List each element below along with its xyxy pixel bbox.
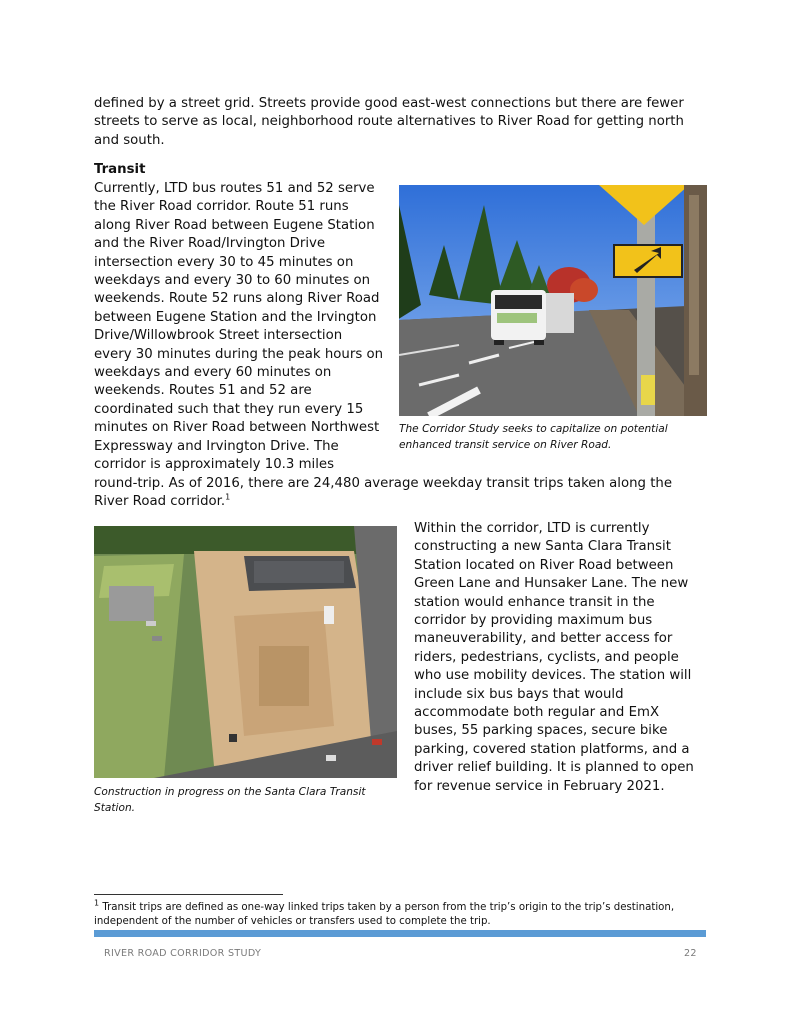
transit-line: the River Road corridor. Route 51 runs: [94, 199, 349, 215]
station-line: Station located on River Road between: [414, 557, 674, 573]
station-line: Within the corridor, LTD is currently: [414, 521, 650, 536]
construction-photo-caption: [94, 784, 404, 816]
page-number: 22: [684, 948, 697, 959]
construction-caption-line-1: Construction in progress on the Santa Clara Transit: [94, 786, 366, 798]
station-line: for revenue service in February 2021.: [414, 778, 665, 794]
station-paragraph: [414, 520, 714, 796]
bus-photo: [399, 185, 707, 416]
transit-tail-line-1: round-trip. As of 2016, there are 24,480 average weekday transit trips taken along the: [94, 476, 673, 491]
footnote-reference[interactable]: 1: [225, 492, 231, 502]
station-line: station would enhance transit in the: [414, 594, 655, 610]
transit-line: between Eugene Station and the Irvington: [94, 309, 377, 325]
bus-photo-caption: [399, 421, 719, 453]
construction-caption-line-2: Station.: [94, 802, 136, 814]
station-line: parking, covered station platforms, and a: [414, 741, 690, 757]
bus-photo-image: [399, 185, 707, 416]
transit-line: Currently, LTD bus routes 51 and 52 serve: [94, 181, 375, 196]
station-line: driver relief building. It is planned to open: [414, 760, 694, 776]
transit-line: and the River Road/Irvington Drive: [94, 236, 326, 252]
bus-caption-line-1: The Corridor Study seeks to capitalize on potential: [399, 423, 668, 435]
footnote: [94, 898, 704, 929]
construction-photo-image: [94, 526, 397, 778]
station-line: maneuverability, and better access for: [414, 631, 673, 647]
transit-line: Expressway and Irvington Drive. The: [94, 438, 339, 454]
transit-line: Drive/Willowbrook Street intersection: [94, 328, 343, 344]
footnote-text: Transit trips are defined as one-way linked trips taken by a person from the trip’s origin to the trip’s destination, independent of the number of vehicles or transfers used to complete the trip.: [94, 902, 675, 927]
station-line: accommodate both regular and EmX: [414, 705, 660, 721]
transit-line: minutes on River Road between Northwest: [94, 420, 380, 436]
intro-paragraph: [94, 95, 704, 150]
intro-text: defined by a street grid. Streets provide good east-west connections but there are fewer streets to serve as local, neighborhood route alternatives to River Road for getting north and south.: [94, 96, 684, 148]
footnote-separator: [94, 894, 283, 895]
transit-paragraph: [94, 180, 394, 475]
station-line: who use mobility devices. The station will: [414, 668, 692, 684]
transit-line: coordinated such that they run every 15: [94, 401, 364, 417]
station-line: Green Lane and Hunsaker Lane. The new: [414, 576, 689, 592]
construction-photo: [94, 526, 397, 778]
transit-line: intersection every 30 to 45 minutes on: [94, 254, 354, 270]
footer-title: RIVER ROAD CORRIDOR STUDY: [104, 948, 262, 959]
station-line: buses, 55 parking spaces, secure bike: [414, 723, 668, 739]
transit-line: weekdays and every 60 minutes on: [94, 365, 332, 381]
station-line: corridor by providing maximum bus: [414, 613, 653, 629]
transit-line: corridor is approximately 10.3 miles: [94, 457, 335, 473]
transit-line: along River Road between Eugene Station: [94, 217, 375, 233]
footer-rule: [94, 930, 706, 937]
transit-line: every 30 minutes during the peak hours on: [94, 346, 384, 362]
section-heading-transit: Transit: [94, 162, 146, 177]
footnote-mark: 1: [94, 898, 100, 908]
transit-tail-line-2: River Road corridor.$^1$: [94, 492, 231, 510]
bus-caption-line-2: enhanced transit service on River Road.: [399, 439, 612, 451]
station-line: include six bus bays that would: [414, 686, 624, 702]
transit-line: weekends. Route 52 runs along River Road: [94, 291, 380, 307]
transit-paragraph-continued: [94, 475, 714, 512]
station-line: constructing a new Santa Clara Transit: [414, 539, 671, 555]
transit-line: weekends. Routes 51 and 52 are: [94, 383, 312, 399]
station-line: riders, pedestrians, cyclists, and people: [414, 649, 679, 665]
transit-line: weekdays and every 30 to 60 minutes on: [94, 273, 371, 289]
